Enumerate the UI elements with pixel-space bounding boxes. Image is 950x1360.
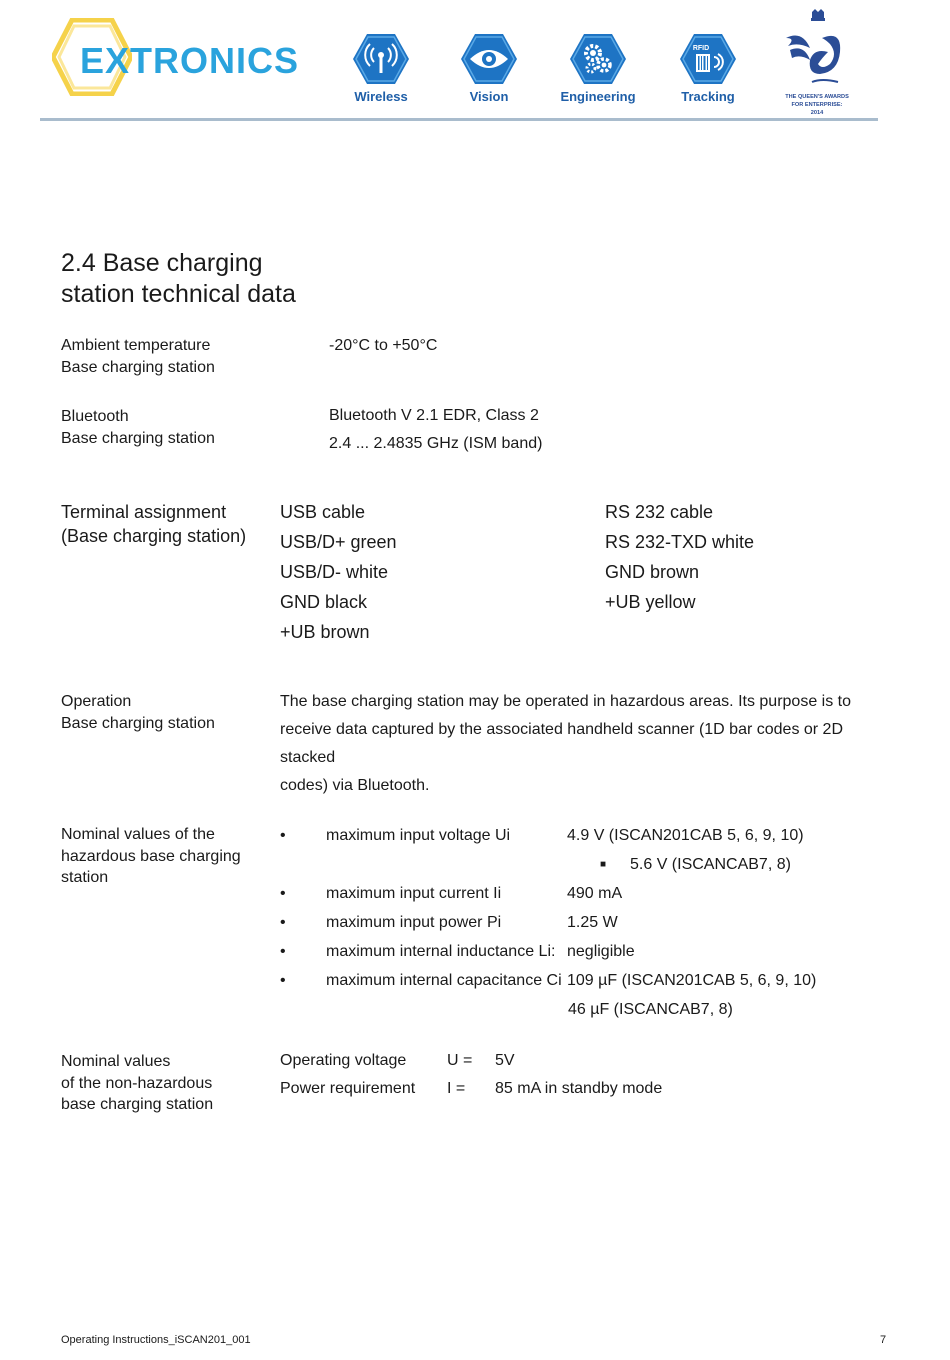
operation-text-line-3: codes) via Bluetooth. <box>280 777 430 794</box>
header-divider <box>40 118 878 121</box>
usb-item: USB/D- white <box>280 562 389 582</box>
ambient-label <box>61 335 215 378</box>
square-bullet-icon: ■ <box>600 859 607 870</box>
operation-text-line-2: receive data captured by the associated handheld scanner (1D bar codes or 2D stacked <box>280 721 844 766</box>
bluetooth-value <box>329 402 542 458</box>
footer-page-number: 7 <box>880 1334 887 1346</box>
rs232-item: +UB yellow <box>605 592 696 612</box>
list-item-value: 490 mA <box>567 884 623 902</box>
queens-award <box>780 8 854 117</box>
operation-text-line-1: The base charging station may be operated in hazardous areas. Its purpose is to <box>280 693 852 710</box>
hazardous-label <box>61 824 241 889</box>
usb-item: USB cable <box>280 502 366 522</box>
list-sub-item-value: 5.6 V (ISCANCAB7, 8) <box>630 855 791 873</box>
ambient-label-line-2: Base charging station <box>61 358 215 376</box>
bluetooth-label <box>61 406 215 449</box>
bluetooth-value-line-1: Bluetooth V 2.1 EDR, Class 2 <box>329 407 539 424</box>
logo-text: EXTRONICS <box>80 40 300 81</box>
hazardous-values-list <box>280 821 816 1024</box>
list-item <box>280 879 816 908</box>
list-item-value: negligible <box>567 942 635 960</box>
row-value: 85 mA in standby mode <box>495 1080 663 1097</box>
queens-award-emblem-icon <box>782 8 852 88</box>
terminal-label <box>61 500 246 548</box>
usb-column <box>280 497 397 647</box>
list-item-name: maximum input power Pi <box>326 913 502 931</box>
non-hazardous-label <box>61 1051 213 1116</box>
bluetooth-label-line-1: Bluetooth <box>61 408 129 425</box>
extronics-logo <box>52 18 302 96</box>
operation-label-line-1: Operation <box>61 693 132 710</box>
nav-wireless-label: Wireless <box>354 89 408 104</box>
nav-wireless[interactable] <box>326 33 436 104</box>
nav-tracking[interactable] <box>653 33 763 104</box>
rfid-badge-text: RFID <box>692 45 710 52</box>
award-line-2: FOR ENTERPRISE: <box>791 102 843 108</box>
table-row <box>280 1075 662 1103</box>
list-item <box>280 908 816 937</box>
rs232-item: GND brown <box>605 562 700 582</box>
operation-description <box>280 688 880 800</box>
eye-icon <box>460 33 518 85</box>
rfid-icon <box>679 33 737 85</box>
nav-vision[interactable] <box>434 33 544 104</box>
list-item-value: 1.25 W <box>567 913 618 931</box>
row-symbol: U = <box>447 1052 473 1069</box>
list-item <box>280 821 816 850</box>
section-title <box>61 248 296 310</box>
nav-tracking-label: Tracking <box>681 89 735 104</box>
list-continuation-value: 46 µF (ISCANCAB7, 8) <box>568 1000 733 1018</box>
gears-icon <box>569 33 627 85</box>
ambient-value: -20°C to +50°C <box>329 337 438 354</box>
list-item-name: maximum internal capacitance Ci <box>326 971 562 989</box>
list-item-value: 4.9 V (ISCAN201CAB 5, 6, 9, 10) <box>567 826 804 844</box>
nav-engineering[interactable] <box>543 33 653 104</box>
table-row <box>280 1047 662 1075</box>
bullet-icon: • <box>280 942 286 960</box>
row-name: Operating voltage <box>280 1052 407 1069</box>
terminal-label-line-1: Terminal assignment <box>61 502 227 522</box>
bullet-icon: • <box>280 971 286 989</box>
section-title-line-2: station technical data <box>61 280 296 308</box>
list-item-value: 109 µF (ISCAN201CAB 5, 6, 9, 10) <box>567 971 817 989</box>
footer-document-name: Operating Instructions_iSCAN201_001 <box>61 1334 251 1346</box>
non-hazardous-values <box>280 1047 662 1103</box>
bluetooth-value-line-2: 2.4 ... 2.4835 GHz (ISM band) <box>329 435 543 452</box>
list-item-name: maximum input current Ii <box>326 884 502 902</box>
non-hazardous-label-line-2: of the non-hazardous <box>61 1074 213 1092</box>
usb-item: +UB brown <box>280 622 370 642</box>
wireless-icon <box>352 33 410 85</box>
bullet-icon: • <box>280 884 286 902</box>
non-hazardous-label-line-1: Nominal values <box>61 1053 171 1070</box>
rs232-item: RS 232 cable <box>605 502 714 522</box>
nav-vision-label: Vision <box>469 89 509 104</box>
award-line-1: THE QUEEN'S AWARDS <box>785 94 849 100</box>
row-symbol: I = <box>447 1080 466 1097</box>
usb-item: USB/D+ green <box>280 532 397 552</box>
operation-label-line-2: Base charging station <box>61 714 215 732</box>
bullet-icon: • <box>280 826 286 844</box>
operation-label <box>61 691 215 734</box>
section-title-line-1: 2.4 Base charging <box>61 249 263 277</box>
nav-engineering-label: Engineering <box>560 89 636 104</box>
rs232-column <box>605 497 754 617</box>
row-value: 5V <box>495 1052 515 1069</box>
list-item-name: maximum input voltage Ui <box>326 826 511 844</box>
rs232-item: RS 232-TXD white <box>605 532 755 552</box>
list-sub-item <box>280 850 816 879</box>
list-item <box>280 937 816 966</box>
bullet-icon: • <box>280 913 286 931</box>
list-item <box>280 966 816 995</box>
list-item-name: maximum internal inductance Li: <box>326 942 556 960</box>
usb-item: GND black <box>280 592 368 612</box>
hazardous-label-line-3: station <box>61 869 109 886</box>
award-line-3: 2014 <box>810 110 824 116</box>
bluetooth-label-line-2: Base charging station <box>61 429 215 447</box>
list-continuation <box>280 995 816 1024</box>
hazardous-label-line-1: Nominal values of the <box>61 826 215 843</box>
row-name: Power requirement <box>280 1080 416 1097</box>
non-hazardous-label-line-3: base charging station <box>61 1096 214 1113</box>
ambient-label-line-1: Ambient temperature <box>61 337 211 354</box>
hazardous-label-line-2: hazardous base charging <box>61 847 241 865</box>
terminal-label-line-2: (Base charging station) <box>61 526 247 546</box>
